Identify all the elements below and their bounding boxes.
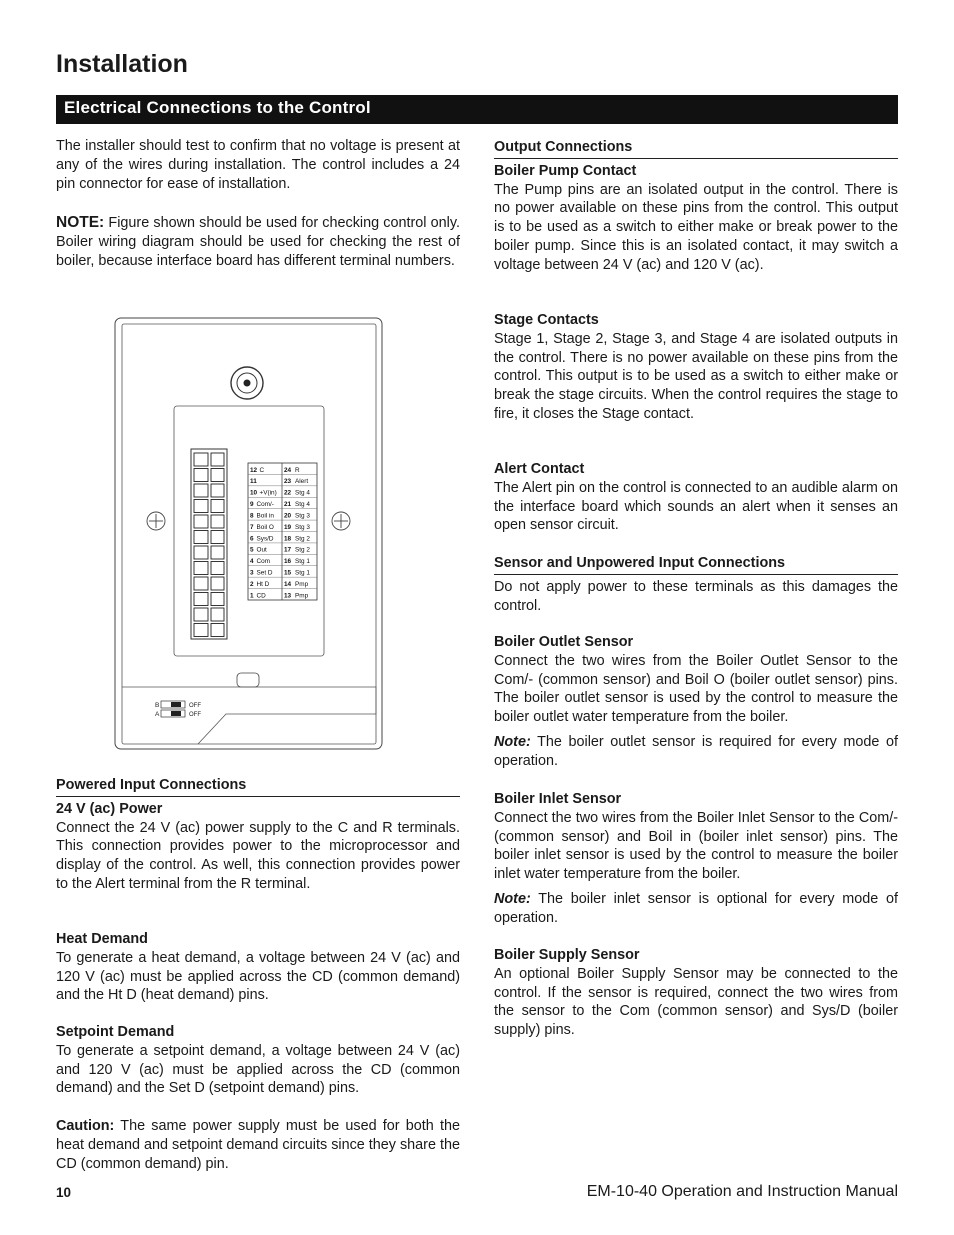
terminal-number: 9 (250, 501, 254, 509)
inlet-sensor-title: Boiler Inlet Sensor (494, 791, 622, 807)
connector-pin-right (211, 500, 224, 513)
mounting-screw-center (244, 380, 251, 387)
terminal-label: R (295, 466, 300, 474)
powered-input-section (56, 776, 460, 894)
right-screw-icon (332, 512, 350, 530)
intro-block (56, 137, 460, 193)
terminal-number: 5 (250, 546, 254, 554)
terminal-label: C (259, 466, 265, 474)
connector-pin-left (194, 531, 208, 544)
setpoint-demand-title: Setpoint Demand (56, 1024, 175, 1040)
terminal-number: 8 (250, 512, 254, 520)
power-paragraph: Connect the 24 V (ac) power supply to the C and R terminals. This connection provides power to the microprocessor and display of the control. As well, this connection provides power to the Alert terminal from the R terminal. (56, 819, 460, 892)
terminal-label: Out (256, 546, 267, 554)
terminal-label: +V(in) (259, 489, 277, 497)
alert-contact-title: Alert Contact (494, 461, 585, 477)
sensor-connections-heading: Sensor and Unpowered Input Connections (494, 554, 898, 575)
terminal-number: 24 (284, 466, 292, 474)
pump-contact-paragraph: The Pump pins are an isolated output in the control. There is no power available on these pins from the control. This output is to be used as a switch to either make or break power to the boiler pump. Since this is an isolated contact, it may switch a voltage between 24 V (ac) and 120 V (ac). (494, 181, 898, 273)
outlet-sensor-section (494, 633, 898, 771)
connector-pin-right (211, 577, 224, 590)
note-paragraph (56, 214, 460, 270)
indicator-slot (237, 673, 259, 687)
terminal-number: 19 (284, 523, 292, 531)
power-title: 24 V (ac) Power (56, 800, 163, 817)
terminal-number: 16 (284, 558, 292, 566)
setpoint-demand-section (56, 1023, 460, 1098)
terminal-number: 7 (250, 523, 254, 531)
control-wiring-diagram (114, 317, 384, 751)
sensor-warning-paragraph: Do not apply power to these terminals as this damages the control. (494, 578, 898, 614)
dip-switch-a-state: OFF (189, 712, 201, 718)
sensor-connections-section (494, 554, 898, 615)
outlet-note-text: The boiler outlet sensor is required for every mode of operation. (494, 733, 898, 769)
heat-demand-paragraph: To generate a heat demand, a voltage between 24 V (ac) and 120 V (ac) must be applied across the CD (common demand) and the Ht D (heat demand) pins. (56, 949, 460, 1004)
setpoint-demand-paragraph: To generate a setpoint demand, a voltage between 24 V (ac) and 120 V (ac) must be applied across the CD (common demand) and the Set D (setpoint demand) pins. (56, 1042, 460, 1097)
powered-input-heading: Powered Input Connections (56, 776, 460, 797)
intro-paragraph: The installer should test to confirm that no voltage is present at any of the wires during installation. The control includes a 24 pin connector for ease of installation. (56, 138, 460, 192)
supply-sensor-section (494, 946, 898, 1040)
terminal-number: 22 (284, 489, 292, 497)
connector-pin-left (194, 469, 208, 482)
caution-block (56, 1117, 460, 1173)
terminal-label: Stg 1 (295, 569, 310, 577)
dip-switch-b-state: OFF (189, 703, 201, 709)
manual-title: EM-10-40 Operation and Instruction Manual (586, 1183, 898, 1200)
note-block (56, 214, 460, 270)
connector-pin-left (194, 562, 208, 575)
terminal-label: Stg 2 (295, 535, 310, 543)
dip-switch-b[interactable] (155, 701, 201, 709)
connector-pin-left (194, 484, 208, 497)
terminal-label: Set D (256, 569, 273, 577)
outlet-sensor-paragraph: Connect the two wires from the Boiler Outlet Sensor to the Com/- (common sensor) and Boil O (boiler outlet sensor) pins. The boiler outlet sensor is used by the control to measure the boiler outlet water temperature from the boiler. (494, 652, 898, 726)
output-connections-heading: Output Connections (494, 138, 898, 159)
inlet-sensor-note (494, 890, 898, 928)
terminal-number: 2 (250, 580, 254, 588)
connector-pin-right (211, 624, 224, 637)
connector-pin-right (211, 469, 224, 482)
connector-pin-right (211, 515, 224, 528)
dip-switch-a-letter: A (155, 711, 160, 718)
connector-pin-right (211, 562, 224, 575)
connector-pin-left (194, 577, 208, 590)
dip-switch-a[interactable] (155, 710, 201, 718)
terminal-label: CD (256, 592, 266, 600)
terminal-label: Stg 3 (295, 512, 310, 520)
terminal-number: 17 (284, 546, 292, 554)
caution-paragraph (56, 1117, 460, 1173)
terminal-label: Sys/D (256, 535, 274, 543)
connector-pin-left (194, 593, 208, 606)
alert-contact-section (494, 460, 898, 535)
terminal-number: 18 (284, 535, 292, 543)
connector-pin-left (194, 453, 208, 466)
page-title: Installation (56, 50, 188, 78)
terminal-number: 14 (284, 580, 292, 588)
connector-pin-right (211, 546, 224, 559)
section-heading-bar: Electrical Connections to the Control (56, 95, 898, 124)
connector-pin-right (211, 608, 224, 621)
terminal-label: Stg 4 (295, 489, 310, 497)
terminal-label: Alert (295, 478, 309, 486)
terminal-label: Boil in (256, 512, 274, 520)
alert-contact-paragraph: The Alert pin on the control is connected to an audible alarm on the interface board which sounds an alert when it senses an open sensor circuit. (494, 479, 898, 534)
terminal-number: 6 (250, 535, 254, 543)
supply-sensor-paragraph: An optional Boiler Supply Sensor may be connected to the control. If the sensor is required, connect the two wires from the sensor to the Com (common sensor) and Sys/D (boiler supply) pins. (494, 965, 898, 1039)
terminal-label: Pmp (295, 580, 309, 588)
note-text: Figure shown should be used for checking control only. Boiler wiring diagram should be used for checking the rest of boiler, because interface board has different terminal numbers. (56, 215, 460, 269)
terminal-label: Pmp (295, 592, 309, 600)
outlet-note-label: Note: (494, 733, 531, 750)
dip-switch-area-outline (122, 687, 376, 744)
connector-pin-left (194, 608, 208, 621)
terminal-label: Stg 1 (295, 558, 310, 566)
stage-contacts-section (494, 311, 898, 424)
note-label: NOTE: (56, 214, 105, 231)
heat-demand-title: Heat Demand (56, 931, 148, 947)
connector-pin-left (194, 500, 208, 513)
terminal-number: 23 (284, 478, 292, 486)
connector-pin-right (211, 593, 224, 606)
terminal-label: Stg 4 (295, 501, 310, 509)
connector-pin-right (211, 453, 224, 466)
output-connections-section (494, 138, 898, 275)
terminal-label: Stg 3 (295, 523, 310, 531)
terminal-number: 15 (284, 569, 292, 577)
terminal-label: Ht D (256, 580, 270, 588)
inlet-note-label: Note: (494, 890, 531, 907)
page-number: 10 (56, 1185, 72, 1200)
supply-sensor-title: Boiler Supply Sensor (494, 947, 640, 963)
terminal-label: Boil O (256, 523, 274, 531)
outlet-sensor-note (494, 733, 898, 771)
connector-pin-left (194, 546, 208, 559)
inlet-note-text: The boiler inlet sensor is optional for every mode of operation. (494, 890, 898, 926)
terminal-number: 21 (284, 501, 292, 509)
terminal-number: 12 (250, 466, 258, 474)
connector-pin-right (211, 484, 224, 497)
terminal-number: 20 (284, 512, 292, 520)
stage-contacts-title: Stage Contacts (494, 312, 599, 328)
connector-pin-left (194, 515, 208, 528)
outlet-sensor-title: Boiler Outlet Sensor (494, 634, 634, 650)
terminal-number: 4 (250, 558, 254, 566)
terminal-label: Com (256, 558, 270, 566)
caution-label: Caution: (56, 1118, 115, 1134)
terminal-number: 13 (284, 592, 292, 600)
terminal-label: Com/- (256, 501, 274, 509)
heat-demand-section (56, 930, 460, 1005)
inlet-sensor-section (494, 790, 898, 928)
dip-switch-b-letter: B (155, 702, 160, 709)
pump-contact-title: Boiler Pump Contact (494, 162, 637, 179)
left-screw-icon (147, 512, 165, 530)
terminal-number: 11 (250, 478, 257, 486)
terminal-label: Stg 2 (295, 546, 310, 554)
stage-contacts-paragraph: Stage 1, Stage 2, Stage 3, and Stage 4 are isolated outputs in the control. There is no power available on these pins from the control. This output is to be used as a switch to either make or break the stage circuits. When the control requires the stage to fire, it closes the Stage contact. (494, 330, 898, 422)
connector-pin-right (211, 531, 224, 544)
terminal-number: 3 (250, 569, 254, 577)
inlet-sensor-paragraph: Connect the two wires from the Boiler Inlet Sensor to the Com/- (common sensor) and Boil in (boiler inlet sensor) pins. The boiler inlet sensor is used by the control to measure the boiler inlet water temperature from the boiler. (494, 809, 898, 883)
connector-pin-left (194, 624, 208, 637)
terminal-number: 10 (250, 489, 258, 497)
terminal-number: 1 (250, 592, 254, 600)
caution-text: The same power supply must be used for both the heat demand and setpoint demand circuits since they share the CD (common demand) pin. (56, 1118, 460, 1172)
